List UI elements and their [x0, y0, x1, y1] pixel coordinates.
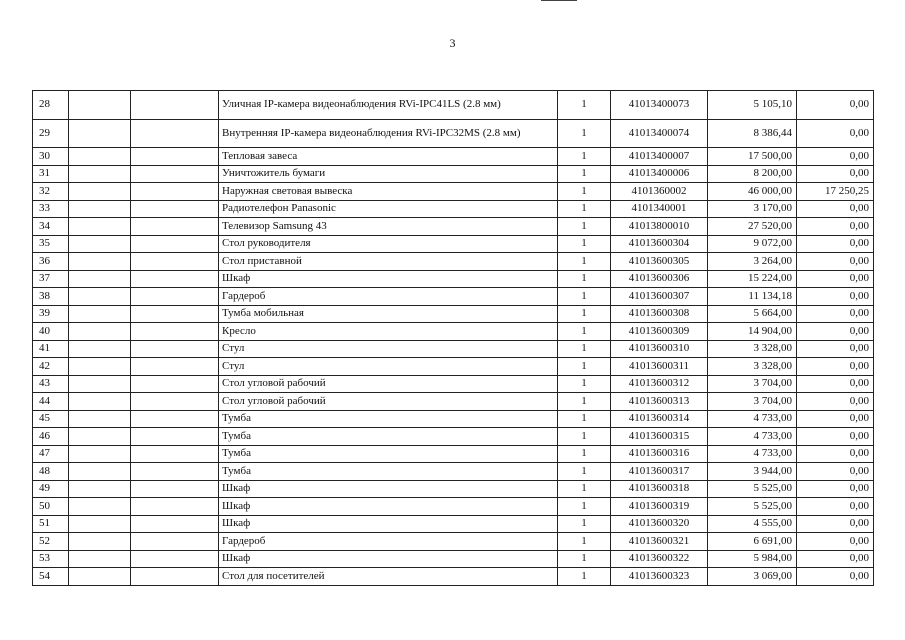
inventory-number: 41013600304 — [611, 235, 708, 253]
book-value: 3 328,00 — [708, 340, 797, 358]
empty-cell — [131, 323, 219, 341]
inventory-number: 41013600305 — [611, 253, 708, 271]
residual-value: 0,00 — [797, 165, 874, 183]
item-quantity: 1 — [558, 253, 611, 271]
item-quantity: 1 — [558, 305, 611, 323]
row-number: 49 — [33, 480, 69, 498]
inventory-number: 41013600323 — [611, 568, 708, 586]
item-quantity: 1 — [558, 235, 611, 253]
item-quantity: 1 — [558, 393, 611, 411]
table-row — [33, 358, 874, 376]
book-value: 5 525,00 — [708, 498, 797, 516]
residual-value: 0,00 — [797, 340, 874, 358]
empty-cell — [69, 445, 131, 463]
row-number: 50 — [33, 498, 69, 516]
empty-cell — [69, 375, 131, 393]
row-number: 43 — [33, 375, 69, 393]
empty-cell — [69, 270, 131, 288]
item-name: Тумба мобильная — [219, 305, 558, 323]
empty-cell — [131, 498, 219, 516]
item-quantity: 1 — [558, 463, 611, 481]
empty-cell — [131, 119, 219, 148]
item-quantity: 1 — [558, 375, 611, 393]
residual-value: 17 250,25 — [797, 183, 874, 201]
residual-value: 0,00 — [797, 498, 874, 516]
inventory-number: 41013600319 — [611, 498, 708, 516]
empty-cell — [131, 218, 219, 236]
empty-cell — [131, 183, 219, 201]
empty-cell — [69, 323, 131, 341]
item-name: Шкаф — [219, 270, 558, 288]
row-number: 46 — [33, 428, 69, 446]
residual-value: 0,00 — [797, 515, 874, 533]
inventory-number: 41013600318 — [611, 480, 708, 498]
empty-cell — [131, 270, 219, 288]
residual-value: 0,00 — [797, 288, 874, 306]
item-name: Шкаф — [219, 498, 558, 516]
book-value: 15 224,00 — [708, 270, 797, 288]
empty-cell — [69, 533, 131, 551]
table-row — [33, 91, 874, 120]
empty-cell — [69, 148, 131, 166]
item-quantity: 1 — [558, 480, 611, 498]
item-name: Тумба — [219, 445, 558, 463]
table-row — [33, 218, 874, 236]
residual-value: 0,00 — [797, 253, 874, 271]
row-number: 45 — [33, 410, 69, 428]
table-row — [33, 340, 874, 358]
item-name: Кресло — [219, 323, 558, 341]
inventory-number: 41013600312 — [611, 375, 708, 393]
item-name: Стул — [219, 358, 558, 376]
item-quantity: 1 — [558, 358, 611, 376]
empty-cell — [69, 410, 131, 428]
item-name: Уличная IP-камера видеонаблюдения RVi-IPC41LS (2.8 мм) — [219, 91, 558, 120]
item-name: Шкаф — [219, 515, 558, 533]
item-quantity: 1 — [558, 200, 611, 218]
empty-cell — [69, 428, 131, 446]
item-quantity: 1 — [558, 323, 611, 341]
empty-cell — [69, 358, 131, 376]
item-name: Тумба — [219, 463, 558, 481]
residual-value: 0,00 — [797, 463, 874, 481]
residual-value: 0,00 — [797, 568, 874, 586]
residual-value: 0,00 — [797, 91, 874, 120]
empty-cell — [131, 235, 219, 253]
residual-value: 0,00 — [797, 393, 874, 411]
empty-cell — [131, 165, 219, 183]
residual-value: 0,00 — [797, 270, 874, 288]
table-row — [33, 200, 874, 218]
table-row — [33, 410, 874, 428]
empty-cell — [131, 463, 219, 481]
row-number: 38 — [33, 288, 69, 306]
book-value: 17 500,00 — [708, 148, 797, 166]
inventory-number: 41013600314 — [611, 410, 708, 428]
item-quantity: 1 — [558, 91, 611, 120]
residual-value: 0,00 — [797, 375, 874, 393]
row-number: 32 — [33, 183, 69, 201]
residual-value: 0,00 — [797, 148, 874, 166]
empty-cell — [131, 393, 219, 411]
table-row — [33, 183, 874, 201]
table-row — [33, 393, 874, 411]
inventory-number: 41013600306 — [611, 270, 708, 288]
empty-cell — [69, 165, 131, 183]
table-row — [33, 428, 874, 446]
row-number: 47 — [33, 445, 69, 463]
item-quantity: 1 — [558, 498, 611, 516]
empty-cell — [69, 568, 131, 586]
empty-cell — [131, 480, 219, 498]
table-row — [33, 463, 874, 481]
table-row — [33, 270, 874, 288]
item-name: Тумба — [219, 428, 558, 446]
book-value: 14 904,00 — [708, 323, 797, 341]
residual-value: 0,00 — [797, 480, 874, 498]
item-name: Уничтожитель бумаги — [219, 165, 558, 183]
table-row — [33, 533, 874, 551]
book-value: 4 733,00 — [708, 445, 797, 463]
table-row — [33, 119, 874, 148]
item-quantity: 1 — [558, 515, 611, 533]
empty-cell — [69, 393, 131, 411]
book-value: 8 200,00 — [708, 165, 797, 183]
item-name: Стол угловой рабочий — [219, 393, 558, 411]
table-row — [33, 445, 874, 463]
item-name: Стол угловой рабочий — [219, 375, 558, 393]
empty-cell — [131, 253, 219, 271]
table-row — [33, 305, 874, 323]
inventory-number: 41013400074 — [611, 119, 708, 148]
table-row — [33, 288, 874, 306]
empty-cell — [69, 340, 131, 358]
empty-cell — [131, 340, 219, 358]
inventory-table-body — [33, 91, 874, 586]
inventory-number: 41013600322 — [611, 550, 708, 568]
residual-value: 0,00 — [797, 218, 874, 236]
empty-cell — [131, 410, 219, 428]
empty-cell — [69, 550, 131, 568]
book-value: 4 555,00 — [708, 515, 797, 533]
item-quantity: 1 — [558, 119, 611, 148]
table-row — [33, 148, 874, 166]
empty-cell — [131, 200, 219, 218]
book-value: 3 944,00 — [708, 463, 797, 481]
empty-cell — [69, 515, 131, 533]
row-number: 34 — [33, 218, 69, 236]
item-quantity: 1 — [558, 410, 611, 428]
table-row — [33, 498, 874, 516]
empty-cell — [131, 550, 219, 568]
row-number: 52 — [33, 533, 69, 551]
empty-cell — [131, 288, 219, 306]
empty-cell — [69, 183, 131, 201]
inventory-table — [32, 90, 874, 586]
empty-cell — [131, 91, 219, 120]
item-quantity: 1 — [558, 568, 611, 586]
table-row — [33, 323, 874, 341]
table-row — [33, 515, 874, 533]
page-number: 3 — [449, 36, 456, 50]
empty-cell — [69, 91, 131, 120]
inventory-number: 41013600320 — [611, 515, 708, 533]
empty-cell — [69, 235, 131, 253]
inventory-number: 41013400073 — [611, 91, 708, 120]
empty-cell — [69, 305, 131, 323]
item-name: Наружная световая вывеска — [219, 183, 558, 201]
residual-value: 0,00 — [797, 358, 874, 376]
book-value: 3 704,00 — [708, 393, 797, 411]
book-value: 3 704,00 — [708, 375, 797, 393]
item-quantity: 1 — [558, 165, 611, 183]
empty-cell — [69, 463, 131, 481]
row-number: 42 — [33, 358, 69, 376]
residual-value: 0,00 — [797, 428, 874, 446]
item-name: Внутренняя IP-камера видеонаблюдения RVi-IPC32MS (2.8 мм) — [219, 119, 558, 148]
row-number: 33 — [33, 200, 69, 218]
book-value: 3 170,00 — [708, 200, 797, 218]
residual-value: 0,00 — [797, 235, 874, 253]
top-scan-mark — [541, 0, 577, 1]
book-value: 5 664,00 — [708, 305, 797, 323]
row-number: 37 — [33, 270, 69, 288]
inventory-number: 41013600309 — [611, 323, 708, 341]
empty-cell — [131, 148, 219, 166]
empty-cell — [69, 288, 131, 306]
residual-value: 0,00 — [797, 533, 874, 551]
inventory-number: 41013600321 — [611, 533, 708, 551]
row-number: 35 — [33, 235, 69, 253]
item-name: Стол для посетителей — [219, 568, 558, 586]
book-value: 6 691,00 — [708, 533, 797, 551]
empty-cell — [69, 253, 131, 271]
book-value: 4 733,00 — [708, 428, 797, 446]
inventory-number: 4101340001 — [611, 200, 708, 218]
table-row — [33, 375, 874, 393]
item-quantity: 1 — [558, 270, 611, 288]
book-value: 8 386,44 — [708, 119, 797, 148]
empty-cell — [69, 218, 131, 236]
empty-cell — [69, 480, 131, 498]
inventory-number: 41013600317 — [611, 463, 708, 481]
empty-cell — [131, 375, 219, 393]
item-quantity: 1 — [558, 445, 611, 463]
table-row — [33, 480, 874, 498]
empty-cell — [131, 428, 219, 446]
book-value: 3 264,00 — [708, 253, 797, 271]
empty-cell — [131, 568, 219, 586]
table-row — [33, 253, 874, 271]
item-name: Телевизор Samsung 43 — [219, 218, 558, 236]
item-name: Стол руководителя — [219, 235, 558, 253]
inventory-number: 41013800010 — [611, 218, 708, 236]
book-value: 11 134,18 — [708, 288, 797, 306]
item-name: Гардероб — [219, 288, 558, 306]
item-quantity: 1 — [558, 533, 611, 551]
row-number: 44 — [33, 393, 69, 411]
book-value: 5 105,10 — [708, 91, 797, 120]
book-value: 5 525,00 — [708, 480, 797, 498]
book-value: 5 984,00 — [708, 550, 797, 568]
item-name: Тепловая завеса — [219, 148, 558, 166]
item-name: Шкаф — [219, 480, 558, 498]
row-number: 39 — [33, 305, 69, 323]
table-row — [33, 165, 874, 183]
row-number: 51 — [33, 515, 69, 533]
row-number: 28 — [33, 91, 69, 120]
residual-value: 0,00 — [797, 305, 874, 323]
empty-cell — [131, 515, 219, 533]
item-quantity: 1 — [558, 288, 611, 306]
inventory-number: 41013600307 — [611, 288, 708, 306]
table-row — [33, 550, 874, 568]
item-name: Радиотелефон Panasonic — [219, 200, 558, 218]
empty-cell — [69, 200, 131, 218]
item-name: Тумба — [219, 410, 558, 428]
item-quantity: 1 — [558, 148, 611, 166]
book-value: 27 520,00 — [708, 218, 797, 236]
row-number: 31 — [33, 165, 69, 183]
empty-cell — [131, 533, 219, 551]
item-name: Гардероб — [219, 533, 558, 551]
inventory-number: 41013600313 — [611, 393, 708, 411]
item-quantity: 1 — [558, 340, 611, 358]
row-number: 29 — [33, 119, 69, 148]
row-number: 41 — [33, 340, 69, 358]
residual-value: 0,00 — [797, 445, 874, 463]
table-row — [33, 568, 874, 586]
row-number: 54 — [33, 568, 69, 586]
row-number: 48 — [33, 463, 69, 481]
inventory-number: 41013400006 — [611, 165, 708, 183]
item-quantity: 1 — [558, 428, 611, 446]
book-value: 3 069,00 — [708, 568, 797, 586]
book-value: 3 328,00 — [708, 358, 797, 376]
inventory-number: 41013600316 — [611, 445, 708, 463]
empty-cell — [69, 119, 131, 148]
inventory-number: 41013400007 — [611, 148, 708, 166]
row-number: 30 — [33, 148, 69, 166]
item-quantity: 1 — [558, 183, 611, 201]
inventory-number: 41013600315 — [611, 428, 708, 446]
table-row — [33, 235, 874, 253]
item-name: Стол приставной — [219, 253, 558, 271]
book-value: 46 000,00 — [708, 183, 797, 201]
item-quantity: 1 — [558, 218, 611, 236]
book-value: 4 733,00 — [708, 410, 797, 428]
inventory-number: 41013600311 — [611, 358, 708, 376]
item-name: Шкаф — [219, 550, 558, 568]
item-quantity: 1 — [558, 550, 611, 568]
book-value: 9 072,00 — [708, 235, 797, 253]
empty-cell — [69, 498, 131, 516]
inventory-number: 41013600308 — [611, 305, 708, 323]
empty-cell — [131, 445, 219, 463]
residual-value: 0,00 — [797, 323, 874, 341]
row-number: 53 — [33, 550, 69, 568]
row-number: 40 — [33, 323, 69, 341]
empty-cell — [131, 358, 219, 376]
residual-value: 0,00 — [797, 200, 874, 218]
item-name: Стул — [219, 340, 558, 358]
empty-cell — [131, 305, 219, 323]
inventory-number: 41013600310 — [611, 340, 708, 358]
residual-value: 0,00 — [797, 410, 874, 428]
residual-value: 0,00 — [797, 550, 874, 568]
inventory-number: 4101360002 — [611, 183, 708, 201]
residual-value: 0,00 — [797, 119, 874, 148]
row-number: 36 — [33, 253, 69, 271]
